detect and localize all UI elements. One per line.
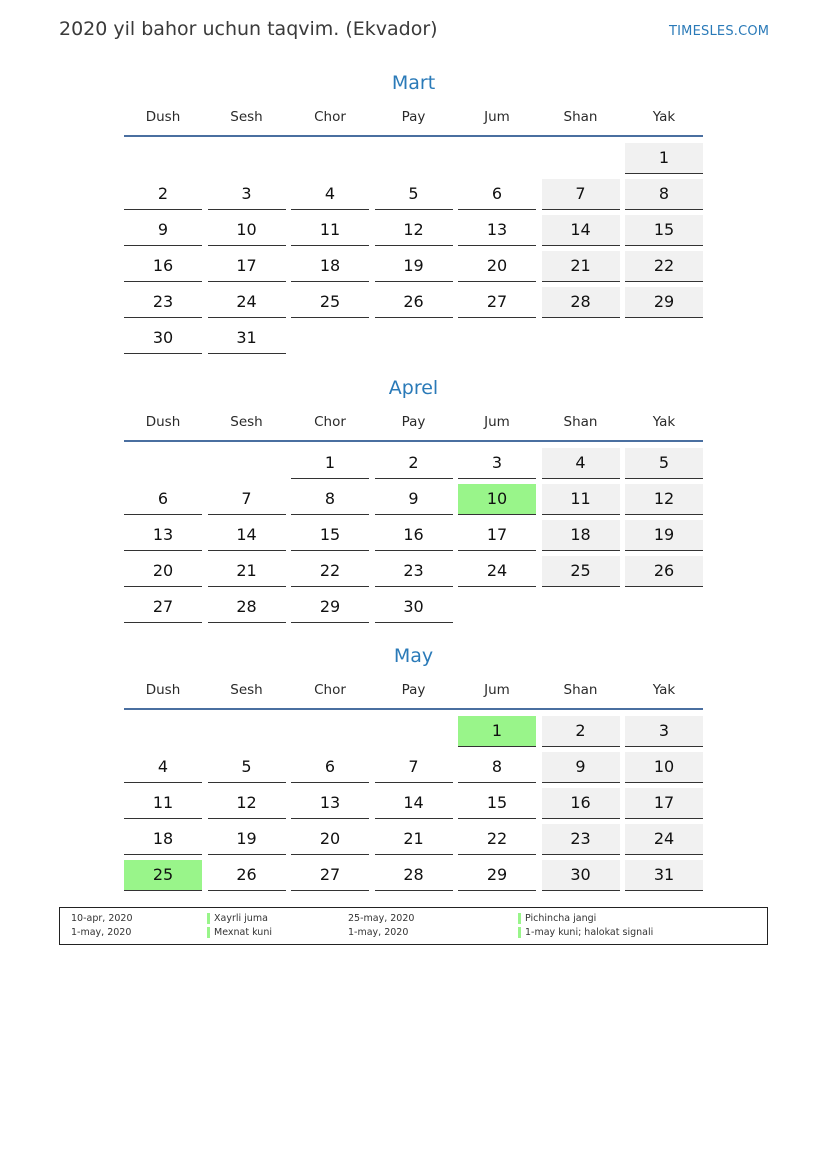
weekday-label: Yak [652, 682, 676, 698]
day-cell: 4 [542, 448, 620, 479]
legend-date: 10-apr, 2020 [71, 913, 133, 924]
empty-day-cell [458, 143, 536, 174]
day-cell: 12 [625, 484, 703, 515]
day-cell: 6 [458, 179, 536, 210]
day-cell: 1 [625, 143, 703, 174]
day-cell: 6 [124, 484, 202, 515]
weekday-label: Dush [145, 682, 181, 698]
weekday-label: Sesh [230, 414, 263, 430]
day-cell: 6 [291, 752, 369, 783]
legend-holiday-name: Pichincha jangi [525, 913, 597, 924]
weekday-label: Pay [401, 414, 426, 430]
site-link[interactable]: TIMESLES.COM [669, 24, 770, 39]
day-cell: 3 [625, 716, 703, 747]
day-cell: 14 [208, 520, 286, 551]
legend-holiday-name: Mexnat kuni [214, 927, 272, 938]
day-cell: 1 [291, 448, 369, 479]
page-title: 2020 yil bahor uchun taqvim. (Ekvador) [59, 18, 438, 40]
legend-holiday-name: 1-may kuni; halokat signali [525, 927, 654, 938]
day-cell: 20 [291, 824, 369, 855]
weekday-label: Chor [314, 682, 346, 698]
weekday-label: Pay [401, 109, 426, 125]
day-cell: 23 [375, 556, 453, 587]
weekday-label: Pay [401, 682, 426, 698]
day-cell: 14 [375, 788, 453, 819]
month-title: May [393, 645, 434, 667]
day-cell: 27 [458, 287, 536, 318]
empty-day-cell [542, 143, 620, 174]
day-cell: 7 [375, 752, 453, 783]
day-cell: 16 [542, 788, 620, 819]
day-cell: 2 [124, 179, 202, 210]
day-cell: 3 [458, 448, 536, 479]
day-cell: 13 [124, 520, 202, 551]
day-cell: 27 [124, 592, 202, 623]
day-cell: 19 [625, 520, 703, 551]
weekday-label: Shan [563, 414, 598, 430]
day-cell: 26 [625, 556, 703, 587]
weekday-header [124, 681, 703, 710]
day-cell: 16 [375, 520, 453, 551]
day-cell: 3 [208, 179, 286, 210]
legend-date: 1-may, 2020 [71, 927, 132, 938]
day-cell: 23 [124, 287, 202, 318]
day-cell: 29 [625, 287, 703, 318]
day-cell: 9 [375, 484, 453, 515]
day-cell: 18 [291, 251, 369, 282]
day-cell: 7 [208, 484, 286, 515]
day-cell: 24 [458, 556, 536, 587]
empty-day-cell [208, 716, 286, 747]
day-cell: 17 [458, 520, 536, 551]
day-cell: 15 [458, 788, 536, 819]
day-cell: 9 [124, 215, 202, 246]
legend-row [60, 926, 767, 939]
day-cell: 30 [542, 860, 620, 891]
month-april [124, 373, 703, 625]
weekday-label: Dush [145, 109, 181, 125]
day-cell: 22 [625, 251, 703, 282]
day-cell: 2 [375, 448, 453, 479]
day-cell: 14 [542, 215, 620, 246]
day-cell: 28 [375, 860, 453, 891]
weekday-label: Sesh [230, 109, 263, 125]
legend-date: 25-may, 2020 [348, 913, 415, 924]
holiday-color-marker [518, 913, 521, 924]
day-cell: 22 [291, 556, 369, 587]
empty-day-cell [124, 448, 202, 479]
legend-row [60, 912, 767, 925]
day-cell: 4 [124, 752, 202, 783]
day-cell: 9 [542, 752, 620, 783]
day-cell: 25 [291, 287, 369, 318]
day-cell: 21 [208, 556, 286, 587]
day-cell: 5 [625, 448, 703, 479]
weekday-label: Chor [314, 109, 346, 125]
day-cell: 5 [208, 752, 286, 783]
day-cell: 12 [208, 788, 286, 819]
weekday-label: Jum [484, 414, 510, 430]
empty-day-cell [124, 143, 202, 174]
day-cell: 12 [375, 215, 453, 246]
weekday-header [124, 108, 703, 137]
day-cell: 30 [375, 592, 453, 623]
empty-day-cell [291, 716, 369, 747]
holiday-day-cell: 1 [458, 716, 536, 747]
legend-date: 1-may, 2020 [348, 927, 409, 938]
day-cell: 15 [291, 520, 369, 551]
day-cell: 16 [124, 251, 202, 282]
weekday-label: Chor [314, 414, 346, 430]
weekday-label: Jum [484, 682, 510, 698]
empty-day-cell [208, 143, 286, 174]
day-cell: 19 [208, 824, 286, 855]
empty-day-cell [291, 143, 369, 174]
day-cell: 5 [375, 179, 453, 210]
day-cell: 13 [291, 788, 369, 819]
month-title: Mart [391, 72, 436, 94]
day-cell: 18 [124, 824, 202, 855]
day-cell: 11 [124, 788, 202, 819]
day-cell: 10 [625, 752, 703, 783]
day-cell: 24 [208, 287, 286, 318]
day-cell: 28 [208, 592, 286, 623]
empty-day-cell [208, 448, 286, 479]
holiday-day-cell: 25 [124, 860, 202, 891]
day-grid [124, 140, 703, 356]
day-cell: 21 [375, 824, 453, 855]
legend-holiday-name: Xayrli juma [214, 913, 268, 924]
holiday-color-marker [518, 927, 521, 938]
day-cell: 8 [625, 179, 703, 210]
day-cell: 21 [542, 251, 620, 282]
day-cell: 28 [542, 287, 620, 318]
day-grid [124, 445, 703, 625]
weekday-label: Jum [484, 109, 510, 125]
month-title: Aprel [388, 377, 439, 399]
empty-day-cell [375, 143, 453, 174]
weekday-label: Shan [563, 682, 598, 698]
month-may [124, 641, 703, 893]
weekday-label: Dush [145, 414, 181, 430]
month-march [124, 68, 703, 356]
day-cell: 10 [208, 215, 286, 246]
day-cell: 4 [291, 179, 369, 210]
day-cell: 29 [458, 860, 536, 891]
empty-day-cell [124, 716, 202, 747]
day-cell: 27 [291, 860, 369, 891]
weekday-label: Sesh [230, 682, 263, 698]
holiday-day-cell: 10 [458, 484, 536, 515]
weekday-label: Shan [563, 109, 598, 125]
day-cell: 19 [375, 251, 453, 282]
day-cell: 20 [124, 556, 202, 587]
day-cell: 30 [124, 323, 202, 354]
day-cell: 17 [208, 251, 286, 282]
day-cell: 18 [542, 520, 620, 551]
day-cell: 8 [458, 752, 536, 783]
day-cell: 20 [458, 251, 536, 282]
day-cell: 24 [625, 824, 703, 855]
weekday-label: Yak [652, 414, 676, 430]
day-grid [124, 713, 703, 893]
weekday-header [124, 413, 703, 442]
weekday-label: Yak [652, 109, 676, 125]
day-cell: 25 [542, 556, 620, 587]
day-cell: 15 [625, 215, 703, 246]
day-cell: 8 [291, 484, 369, 515]
day-cell: 11 [542, 484, 620, 515]
day-cell: 26 [208, 860, 286, 891]
day-cell: 31 [208, 323, 286, 354]
day-cell: 17 [625, 788, 703, 819]
day-cell: 7 [542, 179, 620, 210]
day-cell: 23 [542, 824, 620, 855]
day-cell: 2 [542, 716, 620, 747]
holiday-color-marker [207, 913, 210, 924]
day-cell: 11 [291, 215, 369, 246]
holiday-legend [59, 907, 768, 945]
day-cell: 29 [291, 592, 369, 623]
holiday-color-marker [207, 927, 210, 938]
day-cell: 13 [458, 215, 536, 246]
day-cell: 31 [625, 860, 703, 891]
empty-day-cell [375, 716, 453, 747]
day-cell: 26 [375, 287, 453, 318]
day-cell: 22 [458, 824, 536, 855]
